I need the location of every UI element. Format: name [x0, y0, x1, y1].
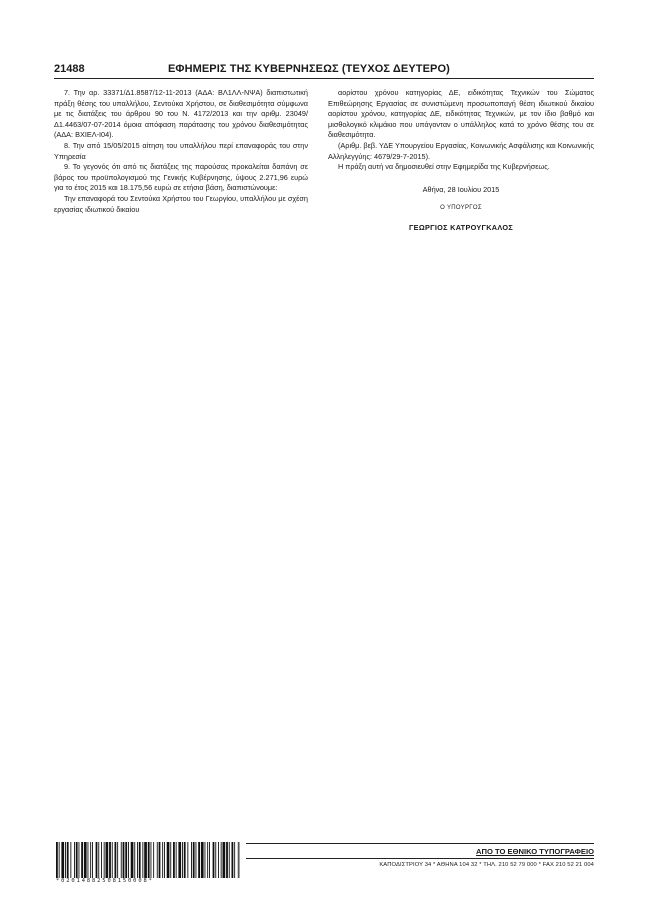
barcode-bar — [221, 842, 222, 878]
barcode-bar — [106, 842, 109, 878]
barcode-bar — [238, 842, 239, 878]
barcode-bar — [79, 842, 80, 878]
barcode-bar — [70, 842, 71, 878]
barcode-bar — [151, 842, 152, 878]
barcode-bar — [173, 842, 175, 878]
paragraph-budget-ref: (Αριθμ. βεβ. ΥΔΕ Υπουργείου Εργασίας, Κοινωνικής Ασφάλισης και Κοινωνικής Αλληλεγγύης: 4679/29-7-2015). — [328, 140, 594, 161]
barcode-bar — [134, 842, 135, 878]
barcode-bar — [144, 842, 147, 878]
barcode-bar — [159, 842, 161, 878]
barcode-digits: *02014882508150008* — [56, 878, 154, 884]
barcode-bar — [201, 842, 204, 878]
printer-mid-divider — [246, 858, 594, 859]
signatory-role: Ο ΥΠΟΥΡΓΟΣ — [440, 205, 482, 212]
barcode-bar — [92, 842, 93, 878]
barcode-bar — [209, 842, 210, 878]
right-column — [328, 88, 594, 234]
barcode-bar — [176, 842, 177, 878]
barcode-bar — [125, 842, 127, 878]
paragraph-publication: Η πράξη αυτή να δημοσιευθεί στην Εφημερίδα της Κυβερνήσεως. — [338, 162, 550, 172]
barcode-bar — [74, 842, 75, 878]
barcode-bar — [59, 842, 60, 878]
barcode-bar — [61, 842, 64, 878]
barcode-bar — [205, 842, 206, 878]
barcode-bar — [98, 842, 99, 878]
barcode-bar — [142, 842, 143, 878]
paragraph-item-8: 8. Την από 15/05/2015 αίτηση του υπαλλήλου περί επαναφοράς του στην Υπηρεσία — [54, 140, 308, 161]
barcode-bar — [101, 842, 102, 878]
barcode-bar — [218, 842, 219, 878]
barcode-bar — [167, 842, 170, 878]
paragraph-decision: Την επαναφορά του Σεντούκα Χρήστου του Γεωργίου, υπαλλήλου με σχέση εργασίας ιδιωτικού δικαίου — [54, 193, 308, 214]
barcode-bar — [157, 842, 158, 878]
barcode-bar — [104, 842, 105, 878]
printer-top-divider — [246, 843, 594, 844]
barcode-bar — [232, 842, 234, 878]
barcode-bar — [229, 842, 230, 878]
barcode-bar — [207, 842, 208, 878]
printer-name: ΑΠΟ ΤΟ ΕΘΝΙΚΟ ΤΥΠΟΓΡΑΦΕΙΟ — [476, 847, 594, 856]
barcode-bar — [234, 842, 235, 878]
barcode-bar — [162, 842, 163, 878]
barcode — [56, 842, 240, 878]
barcode-bar — [96, 842, 98, 878]
barcode-bar — [76, 842, 78, 878]
barcode-bar — [178, 842, 181, 878]
barcode-bar — [84, 842, 87, 878]
barcode-bar — [81, 842, 83, 878]
left-column — [54, 88, 308, 215]
barcode-bar — [123, 842, 125, 878]
barcode-bar — [226, 842, 228, 878]
signatory-name: ΓΕΩΡΓΙΟΣ ΚΑΤΡΟΥΓΚΑΛΟΣ — [408, 222, 513, 232]
paragraph-continuation: αορίστου χρόνου κατηγορίας ΔΕ, ειδικότητας Τεχνικών του Σώματος Επιθεώρησης Εργασίας σε συνιστώμενη προσωποπαγή θέση ιδιωτικού δικαίου αορίστου χρόνου, κατηγορίας ΔΕ, ειδικότητας Τεχνικών, με τον ίδιο βαθμό και μισθολογικό κλιμάκιο που υπάγονταν ο υπάλληλος κατά το χρόνο θέσης του σε διαθεσιμότητα. — [328, 88, 594, 140]
barcode-bar — [67, 842, 69, 878]
barcode-bar — [121, 842, 122, 878]
barcode-bar — [223, 842, 226, 878]
barcode-bar — [187, 842, 188, 878]
barcode-bar — [117, 842, 118, 878]
barcode-bar — [153, 842, 154, 878]
barcode-bar — [191, 842, 192, 878]
barcode-bar — [196, 842, 197, 878]
barcode-bar — [164, 842, 165, 878]
page-number: 21488 — [54, 63, 85, 75]
barcode-bar — [198, 842, 200, 878]
header-divider — [54, 78, 594, 79]
barcode-bar — [137, 842, 138, 878]
paragraph-item-7: 7. Την αρ. 33371/Δ1.8587/12-11-2013 (ΑΔΑ: ΒΛ1ΛΛ-ΝΨΑ) διαπιστωτική πράξη θέσης του υπαλλήλου, Σεντούκα Χρήστου, σε διαθεσιμότητα σύμφωνα με τις διατάξεις του άρθρου 90 του Ν. 4172/2013 και την αριθμ. 23049/Δ1.4463/07-07-2014 όμοια απόφαση παράτασης του χρόνου διαθεσιμότητας (ΑΔΑ: ΒΧΙΕΛ-Ι04). — [54, 88, 308, 140]
barcode-bar — [182, 842, 183, 878]
barcode-bar — [109, 842, 111, 878]
barcode-bar — [193, 842, 195, 878]
barcode-bar — [90, 842, 91, 878]
barcode-bar — [213, 842, 215, 878]
barcode-bar — [170, 842, 171, 878]
running-title: ΕΦΗΜΕΡΙΣ ΤΗΣ ΚΥΒΕΡΝΗΣΕΩΣ (ΤΕΥΧΟΣ ΔΕΥΤΕΡΟ) — [168, 63, 450, 75]
barcode-bar — [139, 842, 141, 878]
barcode-bar — [112, 842, 113, 878]
paragraph-item-9: 9. Το γεγονός ότι από τις διατάξεις της παρούσας προκαλείται δαπάνη σε βάρος του προϋπολογισμού της Γενικής Κυβέρνησης, ύψους 2.271,96 ευρώ για το έτος 2015 και 18.175,56 ευρώ σε ετήσια βάση, διαπιστώνουμε: — [54, 162, 308, 193]
barcode-bar — [128, 842, 129, 878]
barcode-bar — [148, 842, 150, 878]
barcode-bar — [131, 842, 134, 878]
barcode-bar — [56, 842, 58, 878]
place-date: Αθήνα, 28 Ιουλίου 2015 — [422, 184, 500, 194]
printer-address: ΚΑΠΟΔΙΣΤΡΙΟΥ 34 * ΑΘΗΝΑ 104 32 * ΤΗΛ. 210 52 79 000 * FAX 210 52 21 004 — [379, 862, 594, 868]
barcode-bar — [115, 842, 117, 878]
barcode-bar — [184, 842, 186, 878]
barcode-bar — [215, 842, 216, 878]
barcode-bar — [65, 842, 66, 878]
barcode-bar — [88, 842, 89, 878]
